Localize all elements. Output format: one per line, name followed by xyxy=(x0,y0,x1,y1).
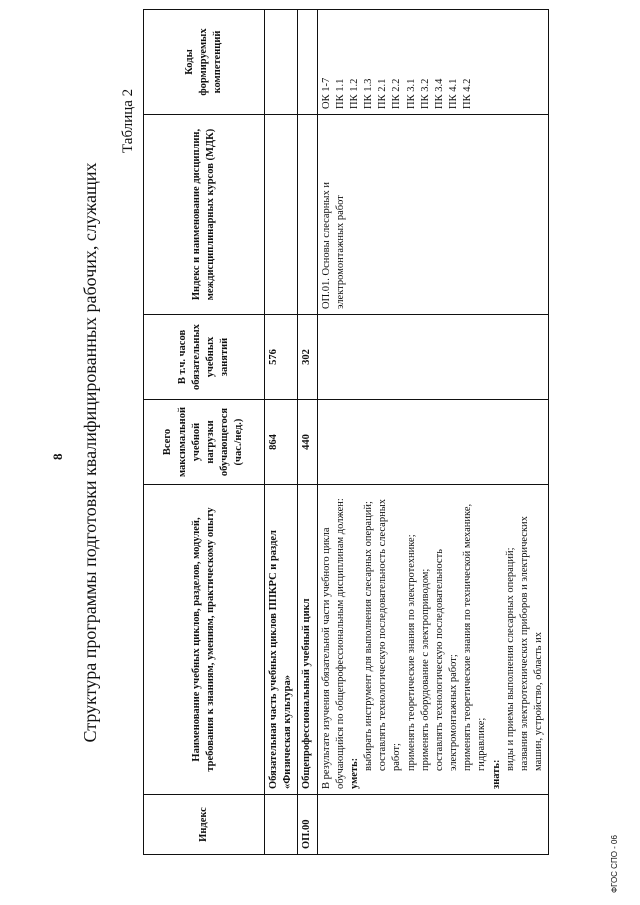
znat-heading: знать: xyxy=(490,759,502,789)
umet-item: применять оборудование с электроприводом; xyxy=(419,568,431,771)
cell-mandatory xyxy=(317,315,549,400)
requirements-intro: В результате изучения обязательной части учебного цикла обучающийся по общепрофессиональным дисциплинам должен: xyxy=(320,498,346,789)
competency-code: ОК 1-7 xyxy=(320,77,332,109)
header-mandatory: В т.ч. часов обязательных учебных занятий xyxy=(144,315,265,400)
competency-code: ПК 2.2 xyxy=(391,78,403,109)
header-name: Наименование учебных циклов, разделов, модулей, требования к знаниям, умениям, практическому опыту xyxy=(144,485,265,795)
table-header-row xyxy=(144,10,265,855)
umet-heading: уметь: xyxy=(348,757,360,789)
cell-index xyxy=(317,795,549,855)
table-row-op xyxy=(298,10,317,855)
cell-requirements xyxy=(317,485,549,795)
table-caption: Таблица 2 xyxy=(120,88,136,153)
header-competencies: Коды формируемых компетенций xyxy=(144,10,265,115)
competency-code: ПК 2.1 xyxy=(377,78,389,109)
cell-total: 864 xyxy=(265,400,298,485)
page-number: 8 xyxy=(50,453,65,460)
competency-code: ПК 4.2 xyxy=(462,78,474,109)
competency-code: ПК 4.1 xyxy=(448,78,460,109)
header-total: Всего максимальной учебной нагрузки обучающегося (час./нед.) xyxy=(144,400,265,485)
umet-item: составлять технологическую последовательность электромонтажных работ; xyxy=(433,549,460,771)
competency-code: ПК 1.3 xyxy=(363,78,375,109)
competency-code: ПК 3.1 xyxy=(405,78,417,109)
competency-code: ПК 1.1 xyxy=(334,78,346,109)
cell-discipline xyxy=(298,115,317,315)
table-row-mandatory-part xyxy=(265,10,298,855)
umet-item: применять теоретические знания по технической механике, гидравлике; xyxy=(462,503,488,771)
competency-code: ПК 1.2 xyxy=(348,78,360,109)
znat-item: названия электротехнических приборов и электрических машин, устройство, область их xyxy=(518,516,545,771)
cell-name: Обязательная часть учебных циклов ППКРС и раздел «Физическая культура» xyxy=(265,485,298,795)
cell-competencies xyxy=(317,10,549,115)
cell-discipline: ОП.01. Основы слесарных и электромонтажных работ xyxy=(317,115,549,315)
znat-item: виды и приемы выполнения слесарных операций; xyxy=(504,547,516,771)
umet-item: применять теоретические знания по электротехнике; xyxy=(405,534,417,771)
cell-mandatory: 576 xyxy=(265,315,298,400)
cell-name: Общепрофессиональный учебный цикл xyxy=(298,485,317,795)
competency-code: ПК 3.2 xyxy=(419,78,431,109)
cell-total xyxy=(317,400,549,485)
umet-item: составлять технологическую последовательность слесарных работ; xyxy=(377,498,403,771)
cell-mandatory: 302 xyxy=(298,315,317,400)
cell-index: ОП.00 xyxy=(298,795,317,855)
header-discipline: Индекс и наименование дисциплин, междисциплинарных курсов (МДК) xyxy=(144,115,265,315)
structure-table xyxy=(143,9,549,855)
cell-competencies xyxy=(298,10,317,115)
footer-code: ФГОС СПО - 06 xyxy=(610,835,619,893)
cell-discipline xyxy=(265,115,298,315)
header-index: Индекс xyxy=(144,795,265,855)
cell-competencies xyxy=(265,10,298,115)
cell-total: 440 xyxy=(298,400,317,485)
document-title: Структура программы подготовки квалифицированных рабочих, служащих xyxy=(80,162,100,743)
cell-index xyxy=(265,795,298,855)
table-row-op01 xyxy=(317,10,549,855)
umet-item: выбирать инструмент для выполнения слесарных операций; xyxy=(363,501,375,771)
competency-code: ПК 3.4 xyxy=(433,78,445,109)
